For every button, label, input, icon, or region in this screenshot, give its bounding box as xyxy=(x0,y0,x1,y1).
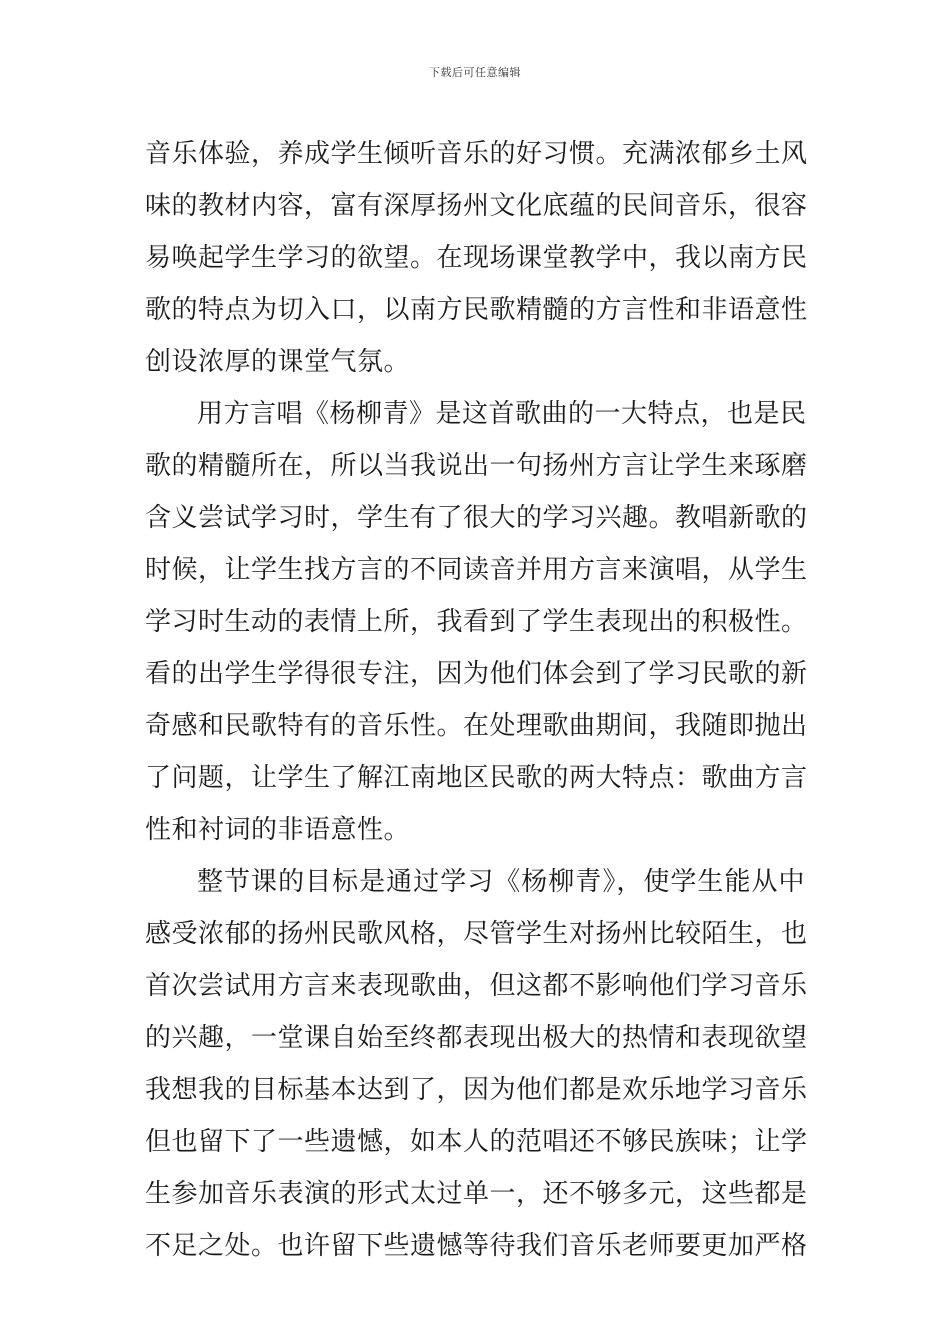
text-line: 我想我的目标基本达到了，因为他们都是欢乐地学习音乐 xyxy=(145,1075,808,1105)
text-line: 的兴趣，一堂课自始至终都表现出极大的热情和表现欲望 xyxy=(145,1023,808,1053)
text-line: 整节课的目标是通过学习《杨柳青》，使学生能从中 xyxy=(197,867,805,897)
text-line: 看的出学生学得很专注，因为他们体会到了学习民歌的新 xyxy=(145,659,808,689)
text-line: 音乐体验，养成学生倾听音乐的好习惯。充满浓郁乡土风 xyxy=(145,139,808,169)
text-line: 了问题，让学生了解江南地区民歌的两大特点：歌曲方言 xyxy=(145,763,808,793)
text-line: 奇感和民歌特有的音乐性。在处理歌曲期间，我随即抛出 xyxy=(145,711,808,741)
text-line: 不足之处。也许留下些遗憾等待我们音乐老师要更加严格 xyxy=(145,1231,808,1261)
text-line: 生参加音乐表演的形式太过单一，还不够多元，这些都是 xyxy=(145,1179,808,1209)
text-line: 用方言唱《杨柳青》是这首歌曲的一大特点，也是民 xyxy=(197,399,807,429)
text-line: 歌的特点为切入口，以南方民歌精髓的方言性和非语意性 xyxy=(145,295,808,325)
text-line: 含义尝试学习时，学生有了很大的学习兴趣。教唱新歌的 xyxy=(145,503,808,533)
text-line: 感受浓郁的扬州民歌风格，尽管学生对扬州比较陌生，也 xyxy=(145,919,808,949)
text-line: 首次尝试用方言来表现歌曲，但这都不影响他们学习音乐 xyxy=(145,971,808,1001)
text-line: 性和衬词的非语意性。 xyxy=(145,815,411,845)
document-body xyxy=(145,128,808,1272)
text-line: 歌的精髓所在，所以当我说出一句扬州方言让学生来琢磨 xyxy=(145,451,808,481)
text-line: 创设浓厚的课堂气氛。 xyxy=(145,347,411,377)
text-line: 易唤起学生学习的欲望。在现场课堂教学中，我以南方民 xyxy=(145,243,808,273)
text-line: 但也留下了一些遗憾，如本人的范唱还不够民族味；让学 xyxy=(145,1127,808,1157)
page-header: 下载后可任意编辑 xyxy=(429,66,521,79)
text-line: 学习时生动的表情上所，我看到了学生表现出的积极性。 xyxy=(145,607,808,637)
text-line: 时候，让学生找方言的不同读音并用方言来演唱，从学生 xyxy=(145,555,808,585)
text-line: 味的教材内容，富有深厚扬州文化底蕴的民间音乐，很容 xyxy=(145,191,808,221)
